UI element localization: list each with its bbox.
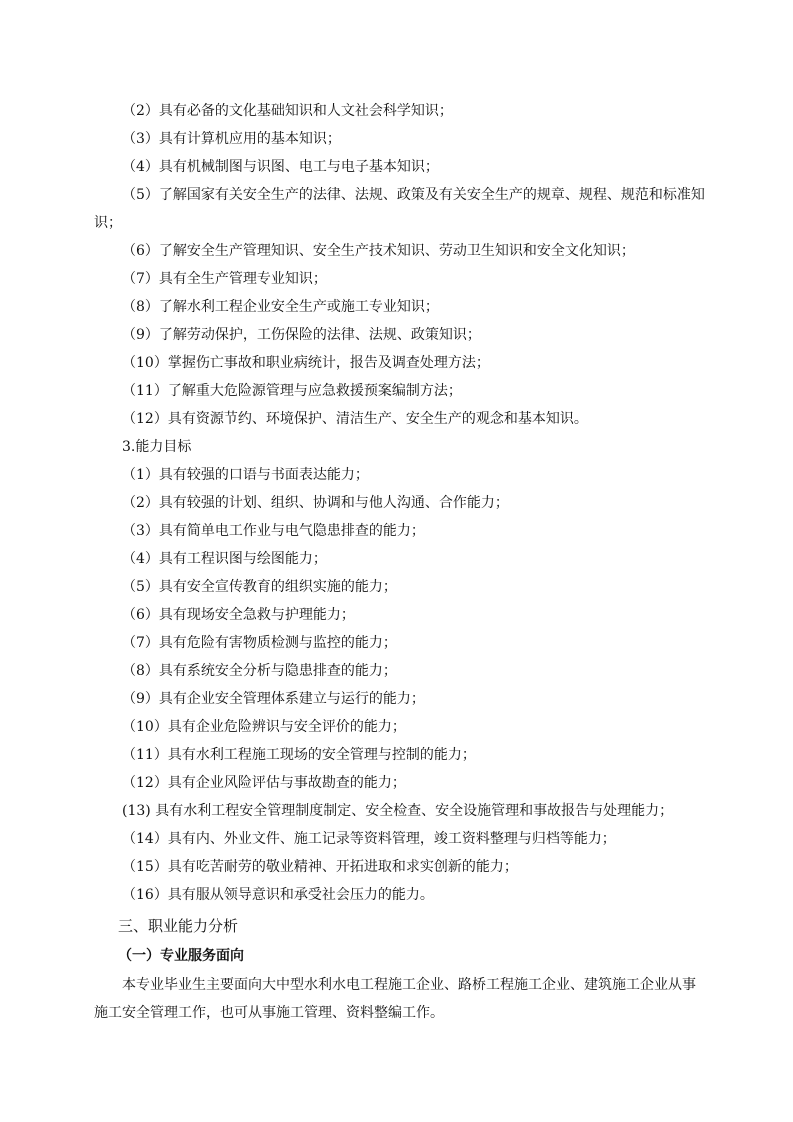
list-item: （10）具有企业危险辨识与安全评价的能力； — [122, 719, 406, 735]
list-item: （16）具有服从领导意识和承受社会压力的能力。 — [122, 887, 434, 903]
list-item: （1）具有较强的口语与书面表达能力； — [122, 467, 369, 483]
list-item: （2）具有较强的计划、组织、协调和与他人沟通、合作能力； — [122, 495, 509, 511]
list-item: （6）了解安全生产管理知识、安全生产技术知识、劳动卫生知识和安全文化知识； — [122, 243, 635, 259]
list-item: （7）具有危险有害物质检测与监控的能力； — [122, 635, 397, 651]
paragraph: 本专业毕业生主要面向大中型水利水电工程施工企业、路桥工程施工企业、建筑施工企业从事施工安全管理工作，也可从事施工管理、资料整编工作。 — [94, 977, 696, 1021]
list-item: （4）具有机械制图与识图、电工与电子基本知识； — [122, 159, 439, 175]
list-item: （9）具有企业安全管理体系建立与运行的能力； — [122, 691, 425, 707]
list-item: （14）具有内、外业文件、施工记录等资料管理，竣工资料整理与归档等能力； — [122, 831, 616, 847]
knowledge-list — [94, 97, 706, 433]
list-item: （15）具有吃苦耐劳的敬业精神、开拓进取和求实创新的能力； — [122, 859, 518, 875]
list-item: （8）了解水利工程企业安全生产或施工专业知识； — [122, 299, 439, 315]
ability-heading: 3.能力目标 — [122, 439, 192, 455]
list-item: （2）具有必备的文化基础知识和人文社会科学知识； — [122, 103, 453, 119]
subsection-heading: （一）专业服务面向 — [118, 948, 244, 964]
list-item: （3）具有计算机应用的基本知识； — [122, 131, 341, 147]
list-item: （12）具有资源节约、环境保护、清洁生产、安全生产的观念和基本知识。 — [122, 411, 588, 427]
list-item: （4）具有工程识图与绘图能力； — [122, 551, 327, 567]
list-item: （3）具有简单电工作业与电气隐患排查的能力； — [122, 523, 425, 539]
list-item: （11）了解重大危险源管理与应急救援预案编制方法； — [122, 383, 462, 399]
section-heading: 三、职业能力分析 — [118, 917, 239, 935]
list-item: （6）具有现场安全急救与护理能力； — [122, 607, 355, 623]
ability-list — [94, 461, 706, 909]
list-item: （5）了解国家有关安全生产的法律、法规、政策及有关安全生产的规章、规程、规范和标准知识； — [94, 187, 705, 231]
list-item: （8）具有系统安全分析与隐患排查的能力； — [122, 663, 397, 679]
list-item: （12）具有企业风险评估与事故勘查的能力； — [122, 775, 406, 791]
document-page — [94, 97, 706, 1027]
list-item: （11）具有水利工程施工现场的安全管理与控制的能力； — [122, 747, 476, 763]
list-item: （9）了解劳动保护，工伤保险的法律、法规、政策知识； — [122, 327, 481, 343]
list-item: （5）具有安全宣传教育的组织实施的能力； — [122, 579, 397, 595]
list-item: (13) 具有水利工程安全管理制度制定、安全检查、安全设施管理和事故报告与处理能力； — [122, 803, 674, 819]
list-item: （7）具有全生产管理专业知识； — [122, 271, 327, 287]
list-item: （10）掌握伤亡事故和职业病统计，报告及调查处理方法； — [122, 355, 490, 371]
